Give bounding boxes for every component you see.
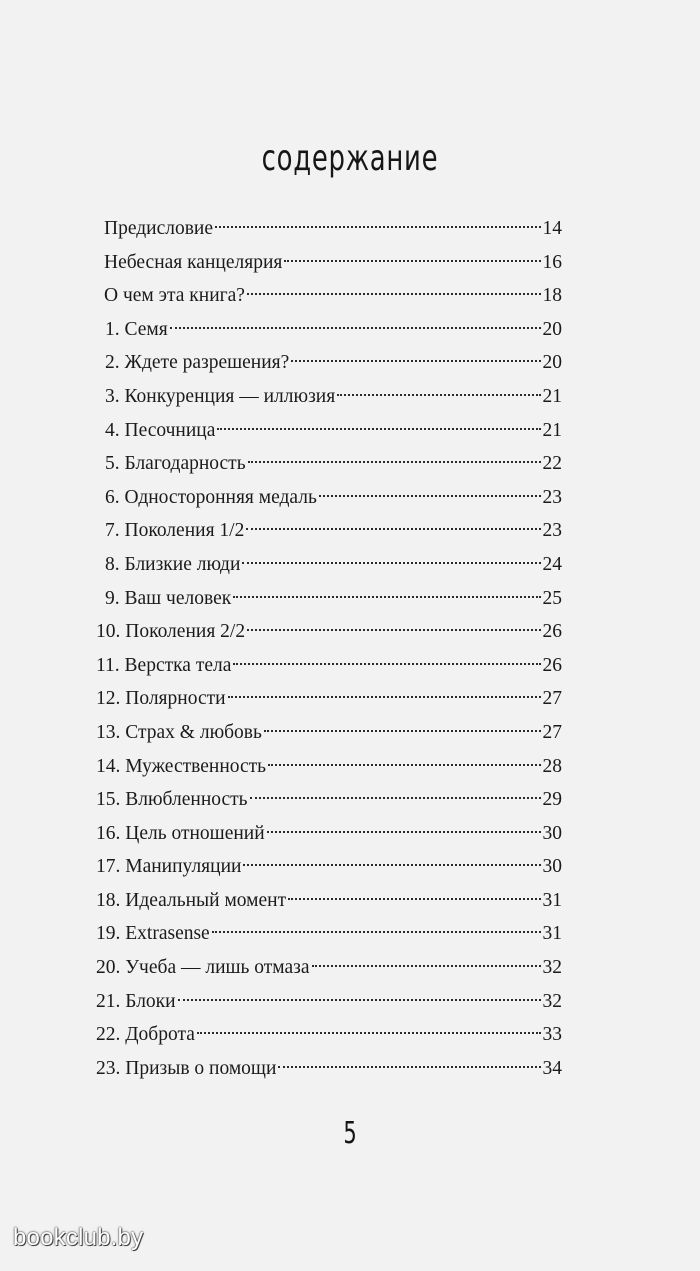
dot-leader (170, 327, 541, 329)
toc-entry-title: 7. Поколения 1/2 (105, 520, 245, 542)
toc-entry (96, 716, 562, 750)
toc-entry-title: О чем эта книга? (104, 285, 245, 307)
dot-leader (288, 898, 540, 900)
toc-entry-page: 30 (542, 856, 562, 878)
dot-leader (267, 831, 541, 833)
toc-entry-page: 16 (542, 251, 562, 273)
toc-entry-title: 9. Ваш человек (105, 587, 232, 609)
toc-entry-page: 29 (542, 789, 562, 811)
dot-leader (312, 965, 541, 967)
page-number: 5 (343, 1116, 357, 1151)
toc-entry-page: 34 (542, 1057, 562, 1079)
toc-entry-page: 28 (542, 755, 562, 777)
toc-entry-title: 10. Поколения 2/2 (96, 621, 246, 643)
dot-leader (250, 797, 541, 799)
dot-leader (243, 864, 540, 866)
toc-entry (96, 750, 562, 784)
dot-leader (212, 931, 541, 933)
toc-entry (96, 1018, 562, 1052)
toc-entry (96, 380, 562, 414)
toc-entry (96, 582, 562, 616)
toc-entry-page: 21 (542, 385, 562, 407)
toc-entry-page: 31 (542, 923, 562, 945)
table-of-contents (96, 212, 562, 1085)
toc-entry (96, 346, 562, 380)
toc-entry-page: 27 (542, 688, 562, 710)
toc-entry (96, 615, 562, 649)
watermark: bookclub.by (13, 1224, 144, 1251)
toc-entry (96, 279, 562, 313)
toc-entry-page: 27 (542, 721, 562, 743)
toc-entry-title: 2. Ждете разрешения? (105, 352, 290, 374)
toc-entry-title: 18. Идеальный момент (96, 889, 287, 911)
toc-entry (96, 917, 562, 951)
toc-entry-title: 5. Благодарность (105, 453, 246, 475)
toc-entry-page: 20 (542, 318, 562, 340)
dot-leader (264, 730, 541, 732)
toc-entry-title: Небесная канцелярия (104, 251, 283, 273)
toc-entry-title: 20. Учеба — лишь отмаза (96, 957, 310, 979)
toc-entry-page: 18 (542, 285, 562, 307)
toc-entry-page: 21 (542, 419, 562, 441)
toc-entry-page: 23 (542, 520, 562, 542)
toc-entry-page: 14 (542, 218, 562, 239)
toc-entry-title: 19. Extrasense (96, 923, 210, 945)
toc-entry-page: 24 (542, 553, 562, 575)
toc-entry-page: 26 (542, 654, 562, 676)
dot-leader (233, 663, 540, 665)
toc-entry-page: 31 (542, 889, 562, 911)
dot-leader (268, 764, 540, 766)
toc-entry-page: 33 (542, 1024, 562, 1046)
toc-entry (96, 548, 562, 582)
toc-entry (96, 649, 562, 683)
toc-entry (96, 1052, 562, 1086)
toc-entry-title: 14. Мужественность (96, 755, 267, 777)
toc-entry-title: 16. Цель отношений (96, 822, 265, 844)
page-title: содержание (261, 138, 439, 179)
toc-entry-page: 23 (542, 486, 562, 508)
toc-entry-title: 23. Призыв о помощи (96, 1057, 277, 1079)
toc-entry (96, 783, 562, 817)
toc-entry-page: 30 (542, 822, 562, 844)
toc-entry (96, 414, 562, 448)
toc-entry (96, 817, 562, 851)
dot-leader (248, 461, 541, 463)
dot-leader (284, 260, 540, 262)
toc-entry (96, 850, 562, 884)
dot-leader (247, 629, 540, 631)
toc-entry (96, 481, 562, 515)
dot-leader (337, 394, 540, 396)
toc-entry-title: 8. Близкие люди (105, 553, 241, 575)
dot-leader (319, 495, 541, 497)
toc-entry-title: 15. Влюбленность (96, 789, 248, 811)
toc-entry (96, 212, 562, 246)
toc-entry (96, 884, 562, 918)
dot-leader (291, 360, 540, 362)
toc-entry-page: 26 (542, 621, 562, 643)
toc-entry-title: 11. Верстка тела (96, 654, 232, 676)
toc-entry-page: 22 (542, 453, 562, 475)
toc-entry-title: 17. Манипуляции (96, 856, 242, 878)
toc-entry-title: 12. Полярности (96, 688, 226, 710)
toc-entry-page: 20 (542, 352, 562, 374)
dot-leader (178, 999, 541, 1001)
dot-leader (215, 226, 540, 228)
dot-leader (246, 528, 540, 530)
dot-leader (233, 596, 540, 598)
toc-entry-title: Предисловие (104, 218, 214, 239)
toc-entry (96, 246, 562, 280)
dot-leader (247, 293, 541, 295)
toc-entry (96, 313, 562, 347)
toc-entry (96, 514, 562, 548)
dot-leader (197, 1032, 541, 1034)
toc-entry (96, 985, 562, 1019)
toc-entry-page: 25 (542, 587, 562, 609)
toc-entry-title: 22. Доброта (96, 1024, 195, 1046)
dot-leader (217, 428, 540, 430)
dot-leader (228, 696, 541, 698)
dot-leader (278, 1066, 540, 1068)
toc-entry (96, 447, 562, 481)
dot-leader (242, 562, 540, 564)
toc-entry-page: 32 (542, 957, 562, 979)
toc-entry-title: 21. Блоки (96, 990, 176, 1012)
toc-entry-title: 13. Страх & любовь (96, 721, 262, 743)
toc-entry (96, 951, 562, 985)
toc-entry-title: 6. Односторонняя медаль (105, 486, 317, 508)
toc-entry-title: 1. Семя (105, 318, 168, 340)
toc-entry-page: 32 (542, 990, 562, 1012)
toc-entry-title: 3. Конкуренция — иллюзия (105, 385, 336, 407)
toc-entry-title: 4. Песочница (105, 419, 216, 441)
toc-entry (96, 682, 562, 716)
